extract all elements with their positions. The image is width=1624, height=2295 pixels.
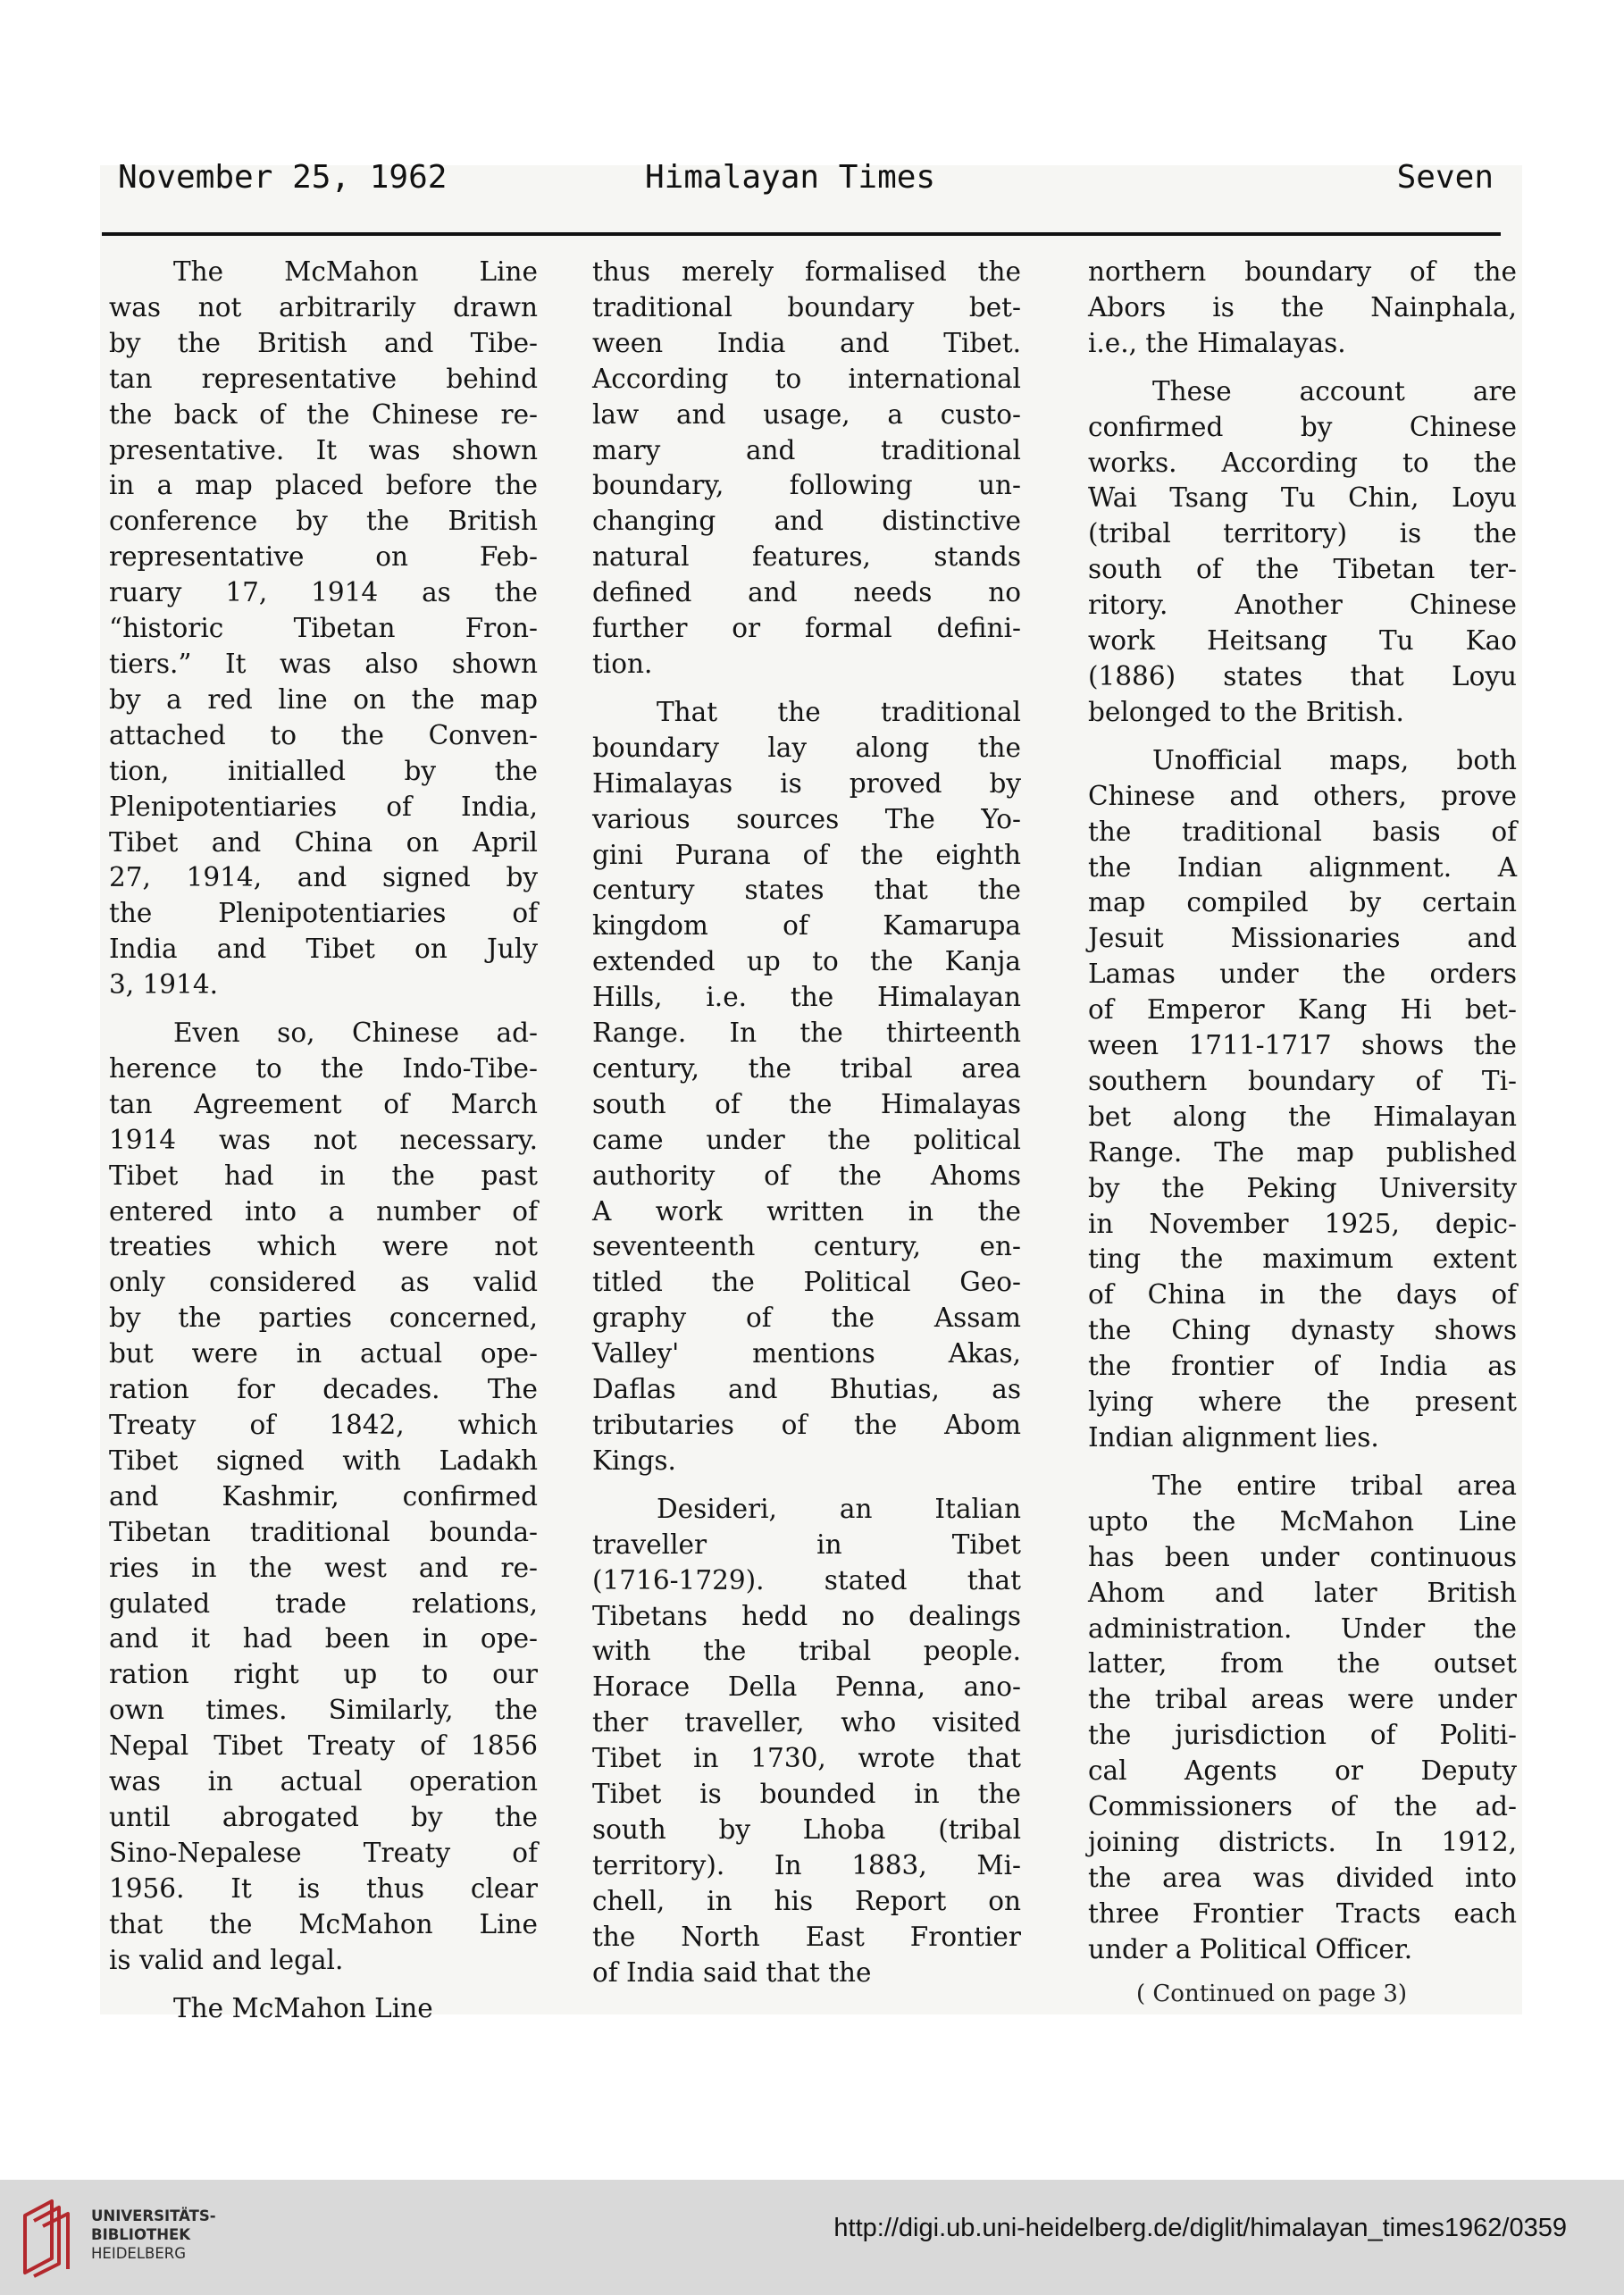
article-line: ritory. Another Chinese <box>1088 590 1517 621</box>
article-line: the Indian alignment. A <box>1088 851 1517 883</box>
article-line: Tibet is bounded in the <box>592 1779 1021 1810</box>
article-line: The McMahon Line <box>173 1992 433 2023</box>
article-line: ween 1711-1717 shows the <box>1088 1030 1517 1061</box>
article-line: gulated trade relations, <box>109 1587 538 1619</box>
article-line: graphy of the Assam <box>592 1302 1021 1334</box>
article-line: northern boundary of the <box>1088 256 1517 287</box>
article-line: extended up to the Kanja <box>592 946 1021 977</box>
article-line: south by Lhoba (tribal <box>592 1813 1021 1845</box>
article-line: of China in the days of <box>1088 1279 1517 1311</box>
article-line: the traditional basis of <box>1088 816 1517 847</box>
article-line: south of the Tibetan ter- <box>1088 554 1517 585</box>
article-line: Nepal Tibet Treaty of 1856 <box>109 1730 538 1762</box>
article-line: only considered as valid <box>109 1267 538 1298</box>
article-line: natural features, stands <box>592 541 1021 573</box>
article-line: India and Tibet on July <box>109 934 538 965</box>
article-line: the Plenipotentiaries of <box>109 898 538 929</box>
article-line: Sino-Nepalese Treaty of <box>109 1837 538 1868</box>
article-line: Tibetans hedd no dealings <box>592 1600 1021 1631</box>
article-line: latter, from the outset <box>1088 1648 1517 1679</box>
article-line: Horace Della Penna, ano- <box>592 1671 1021 1703</box>
article-line: century, the tribal area <box>592 1052 1021 1084</box>
article-line: came under the political <box>592 1124 1021 1155</box>
article-line: presentative. It was shown <box>109 434 538 465</box>
article-line: Tibet had in the past <box>109 1160 538 1191</box>
article-line: (tribal territory) is the <box>1088 518 1517 549</box>
article-line: 1956. It is thus clear <box>109 1872 538 1904</box>
newspaper-title: Himalayan Times <box>645 159 936 196</box>
article-line: own times. Similarly, the <box>109 1695 538 1726</box>
source-url-link[interactable]: http://digi.ub.uni-heidelberg.de/diglit/himalayan_times1962/0359 <box>833 2214 1567 2242</box>
article-line: administration. Under the <box>1088 1612 1517 1644</box>
article-line: ration for decades. The <box>109 1374 538 1405</box>
article-line: Treaty of 1842, which <box>109 1410 538 1440</box>
article-line: was not arbitrarily drawn <box>109 291 538 322</box>
article-line: the area was divided into <box>1088 1862 1517 1893</box>
article-line: Plenipotentiaries of India, <box>109 791 538 822</box>
article-line: entered into a number of <box>109 1195 538 1227</box>
article-line: authority of the Ahoms <box>592 1160 1021 1191</box>
article-line: Unofficial maps, both <box>1152 744 1517 775</box>
article-line: of India said that the <box>592 1956 872 1988</box>
article-line: Commissioners of the ad- <box>1088 1791 1517 1822</box>
column-3 <box>1088 255 1517 1968</box>
article-line: the back of the Chinese re- <box>109 398 538 430</box>
article-line: Tibetan traditional bounda- <box>109 1516 538 1547</box>
article-line: Tibet and China on April <box>109 826 538 858</box>
article-line: map compiled by certain <box>1088 887 1517 918</box>
article-line: Tibet signed with Ladakh <box>109 1445 538 1476</box>
article-line: Lamas under the orders <box>1088 959 1517 990</box>
article-line: joining districts. In 1912, <box>1088 1826 1517 1857</box>
article-line: Abors is the Nainphala, <box>1088 291 1517 322</box>
article-line: with the tribal people. <box>592 1636 1021 1667</box>
article-line: in a map placed before the <box>109 470 538 501</box>
article-line: ruary 17, 1914 as the <box>109 577 538 608</box>
article-line: the frontier of India as <box>1088 1351 1517 1382</box>
article-line: 3, 1914. <box>109 969 218 1001</box>
article-line: tributaries of the Abom <box>592 1410 1021 1440</box>
article-line: traveller in Tibet <box>592 1529 1021 1560</box>
article-line: 27, 1914, and signed by <box>109 862 538 893</box>
article-line: ting the maximum extent <box>1088 1244 1517 1275</box>
article-line: law and usage, a custo- <box>592 398 1021 430</box>
article-line: That the traditional <box>657 696 1021 727</box>
article-line: representative on Feb- <box>109 541 538 573</box>
article-line: Range. In the thirteenth <box>592 1018 1021 1049</box>
article-line: “historic Tibetan Fron- <box>109 613 538 644</box>
article-line: mary and traditional <box>592 434 1021 465</box>
article-line: Kings. <box>592 1445 676 1476</box>
article-line: gini Purana of the eighth <box>592 839 1021 870</box>
article-line: boundary lay along the <box>592 732 1021 763</box>
article-line: Indian alignment lies. <box>1088 1422 1379 1453</box>
article-line: ther traveller, who visited <box>592 1707 1021 1738</box>
article-line: by the Peking University <box>1088 1172 1517 1203</box>
article-line: by the parties concerned, <box>109 1302 538 1334</box>
article-line: treaties which were not <box>109 1231 538 1262</box>
article-line: is valid and legal. <box>109 1944 344 1975</box>
article-line: seventeenth century, en- <box>592 1231 1021 1262</box>
article-line: i.e., the Himalayas. <box>1088 327 1346 358</box>
article-line: titled the Political Geo- <box>592 1267 1021 1298</box>
article-line: kingdom of Kamarupa <box>592 910 1021 942</box>
article-line: and it had been in ope- <box>109 1623 538 1654</box>
article-line: works. According to the <box>1088 447 1517 478</box>
article-line: Jesuit Missionaries and <box>1088 923 1517 954</box>
column-2 <box>592 255 1021 1991</box>
article-line: that the McMahon Line <box>109 1908 538 1939</box>
article-line: the jurisdiction of Politi- <box>1088 1720 1517 1751</box>
article-line: tion. <box>592 648 653 679</box>
article-line: Daflas and Bhutias, as <box>592 1374 1021 1405</box>
article-line: changing and distinctive <box>592 506 1021 537</box>
article-line: lying where the present <box>1088 1386 1517 1418</box>
article-line: (1716-1729). stated that <box>592 1564 1021 1596</box>
article-line: further or formal defini- <box>592 613 1021 644</box>
article-line: Even so, Chinese ad- <box>173 1018 538 1049</box>
article-line: the North East Frontier <box>592 1921 1021 1952</box>
article-line: According to international <box>592 363 1021 394</box>
article-line: by the British and Tibe- <box>109 327 538 358</box>
article-line: century states that the <box>592 875 1021 906</box>
article-line: confirmed by Chinese <box>1088 411 1517 442</box>
page-number: Seven <box>1396 159 1494 196</box>
library-line: HEIDELBERG <box>91 2245 187 2262</box>
library-name <box>91 2207 216 2263</box>
column-1 <box>109 255 538 2026</box>
article-line: by a red line on the map <box>109 683 538 715</box>
library-line: BIBLIOTHEK <box>91 2226 191 2243</box>
article-line: conference by the British <box>109 506 538 537</box>
article-line: the Ching dynasty shows <box>1088 1315 1517 1346</box>
article-line: attached to the Conven- <box>109 719 538 750</box>
article-line: tiers.” It was also shown <box>109 648 538 679</box>
article-line: the tribal areas were under <box>1088 1684 1517 1715</box>
article-line: territory). In 1883, Mi- <box>592 1849 1021 1880</box>
article-line: Hills, i.e. the Himalayan <box>592 982 1021 1013</box>
article-line: ration right up to our <box>109 1659 538 1690</box>
article-line: Wai Tsang Tu Chin, Loyu <box>1088 482 1517 514</box>
article-line: tan Agreement of March <box>109 1088 538 1119</box>
article-line: various sources The Yo- <box>592 803 1021 834</box>
heidelberg-library-logo-icon <box>20 2196 75 2278</box>
article-line: Range. The map published <box>1088 1136 1517 1168</box>
article-line: ries in the west and re- <box>109 1552 538 1583</box>
article-line: was in actual operation <box>109 1766 538 1797</box>
article-line: has been under continuous <box>1088 1541 1517 1572</box>
article-line: herence to the Indo-Tibe- <box>109 1052 538 1084</box>
article-line: A work written in the <box>592 1195 1021 1227</box>
article-line: but were in actual ope- <box>109 1338 538 1369</box>
article-line: bet along the Himalayan <box>1088 1101 1517 1132</box>
footer-bar <box>0 2180 1624 2295</box>
article-line: south of the Himalayas <box>592 1088 1021 1119</box>
article-line: ween India and Tibet. <box>592 327 1021 358</box>
article-line: southern boundary of Ti- <box>1088 1065 1517 1096</box>
article-line: cal Agents or Deputy <box>1088 1755 1517 1787</box>
article-line: work Heitsang Tu Kao <box>1088 625 1517 657</box>
continued-note: ( Continued on page 3) <box>1136 1981 1408 2007</box>
article-line: boundary, following un- <box>592 470 1021 501</box>
page-header <box>118 159 1494 204</box>
issue-date: November 25, 1962 <box>118 159 448 196</box>
article-line: of Emperor Kang Hi bet- <box>1088 994 1517 1026</box>
article-line: These account are <box>1152 375 1517 406</box>
article-line: Tibet in 1730, wrote that <box>592 1743 1021 1774</box>
article-line: traditional boundary bet- <box>592 291 1021 322</box>
article-line: defined and needs no <box>592 577 1021 608</box>
article-line: Valley' mentions Akas, <box>592 1338 1021 1369</box>
article-line: The entire tribal area <box>1152 1470 1517 1501</box>
article-line: chell, in his Report on <box>592 1885 1021 1916</box>
article-line: thus merely formalised the <box>592 256 1021 287</box>
article-line: Chinese and others, prove <box>1088 780 1517 811</box>
article-line: Himalayas is proved by <box>592 767 1021 799</box>
article-line: tion, initialled by the <box>109 755 538 786</box>
article-line: and Kashmir, confirmed <box>109 1480 538 1512</box>
article-line: Ahom and later British <box>1088 1577 1517 1608</box>
article-line: 1914 was not necessary. <box>109 1124 538 1155</box>
article-line: in November 1925, depic- <box>1088 1208 1517 1239</box>
article-line: under a Political Officer. <box>1088 1933 1413 1964</box>
article-line: three Frontier Tracts each <box>1088 1897 1517 1929</box>
article-line: (1886) states that Loyu <box>1088 660 1517 691</box>
article-line: tan representative behind <box>109 363 538 394</box>
header-rule <box>102 232 1501 236</box>
article-line: upto the McMahon Line <box>1088 1505 1517 1537</box>
library-line: UNIVERSITÄTS- <box>91 2207 216 2224</box>
article-line: Desideri, an Italian <box>657 1493 1021 1524</box>
article-line: belonged to the British. <box>1088 696 1404 727</box>
article-line: until abrogated by the <box>109 1801 538 1832</box>
article-line: The McMahon Line <box>173 256 538 287</box>
